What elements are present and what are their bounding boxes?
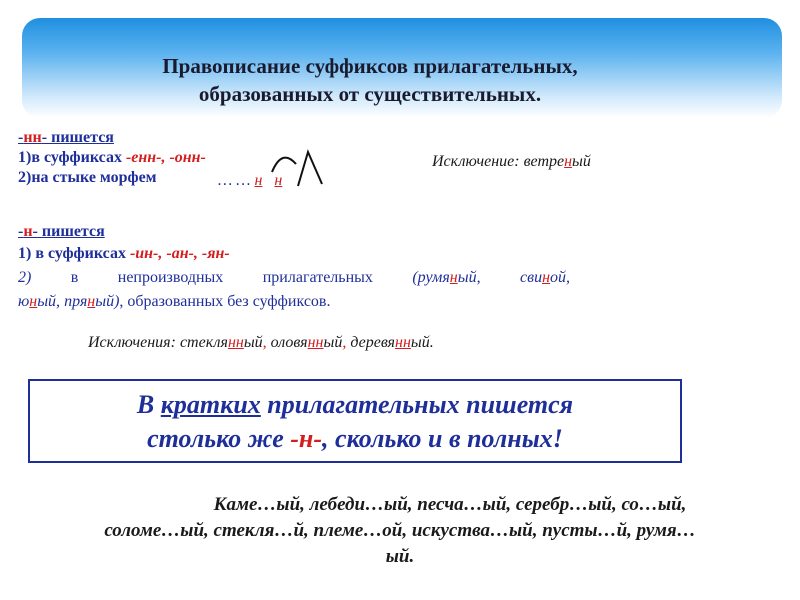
n-heading-suffix: н	[23, 223, 33, 240]
n-item-2-line-1	[18, 268, 570, 288]
n-exceptions-label: Исключения:	[88, 334, 180, 351]
exercise	[20, 492, 780, 570]
nn-item-1	[18, 148, 206, 168]
n-item-2-text: в непроизводных прилагательных	[31, 269, 413, 286]
morpheme-n-1: н	[254, 172, 263, 189]
n-example-2: свиной,	[520, 269, 570, 286]
n-example-3: юный,	[18, 293, 65, 310]
n-item-1-label: 1) в суффиксах	[18, 245, 130, 262]
nn-heading-suffix: нн	[23, 129, 42, 146]
rule-underlined-word: кратких	[160, 390, 261, 419]
nn-heading-text: - пишется	[41, 129, 114, 146]
n-exception-3: деревянный	[350, 334, 430, 351]
nn-heading-dash: -	[18, 129, 24, 146]
n-item-2-line-2	[18, 292, 330, 312]
n-item-1-suffixes: -ин-, -ан-, -ян-	[129, 245, 230, 262]
n-item-2-num: 2)	[18, 269, 32, 286]
nn-exception	[432, 152, 591, 172]
n-exception-1: стеклянный	[179, 334, 263, 351]
nn-item-2-label: 2)на стыке морфем	[18, 169, 157, 186]
nn-item-1-label: 1)в суффиксах	[18, 149, 126, 166]
page-title	[70, 52, 670, 108]
nn-exception-suffix: н	[564, 153, 573, 170]
rule-line-1: В кратких прилагательных пишется	[136, 390, 574, 419]
n-exceptions	[88, 333, 434, 353]
n-exc-comma-2: ,	[342, 334, 351, 351]
n-exception-2: оловянный	[270, 334, 343, 351]
morpheme-dots: … …	[218, 172, 255, 189]
n-heading-text: - пишется	[32, 223, 105, 240]
nn-exception-word-end: ый	[572, 153, 591, 170]
nn-heading	[18, 128, 114, 148]
morpheme-n-2: н	[274, 172, 283, 189]
exercise-line-3: ый.	[385, 546, 415, 567]
rule-line-2: столько же -н-, сколько и в полных!	[147, 424, 563, 453]
nn-exception-word-start: ветре	[523, 153, 565, 170]
n-item-2-tail: , образованных без суффиксов.	[119, 293, 331, 310]
rule-suffix: -н-	[290, 424, 323, 453]
nn-item-2	[18, 168, 157, 188]
exercise-line-1: Каме…ый, лебеди…ый, песча…ый, серебр…ый, со…ый,	[213, 494, 687, 515]
n-example-1: (румяный,	[412, 269, 481, 286]
exercise-line-2: соломе…ый, стекля…й, племе…ой, искуства…ый, пусты…й, румя…	[104, 520, 696, 541]
nn-item-1-suffixes: -енн-, -онн-	[125, 149, 206, 166]
n-heading-dash: -	[18, 223, 24, 240]
title-line-2: образованных от существительных.	[198, 82, 542, 106]
title-line-1: Правописание суффиксов прилагательных,	[162, 54, 578, 78]
rule-text	[28, 388, 682, 456]
n-item-1	[18, 244, 230, 264]
morpheme-boundary-mark	[268, 142, 328, 192]
nn-exception-label: Исключение:	[432, 153, 524, 170]
n-exc-period: .	[429, 334, 434, 351]
n-example-4: пряный)	[64, 293, 120, 310]
n-heading	[18, 222, 105, 242]
n-exc-comma-1: ,	[262, 334, 271, 351]
